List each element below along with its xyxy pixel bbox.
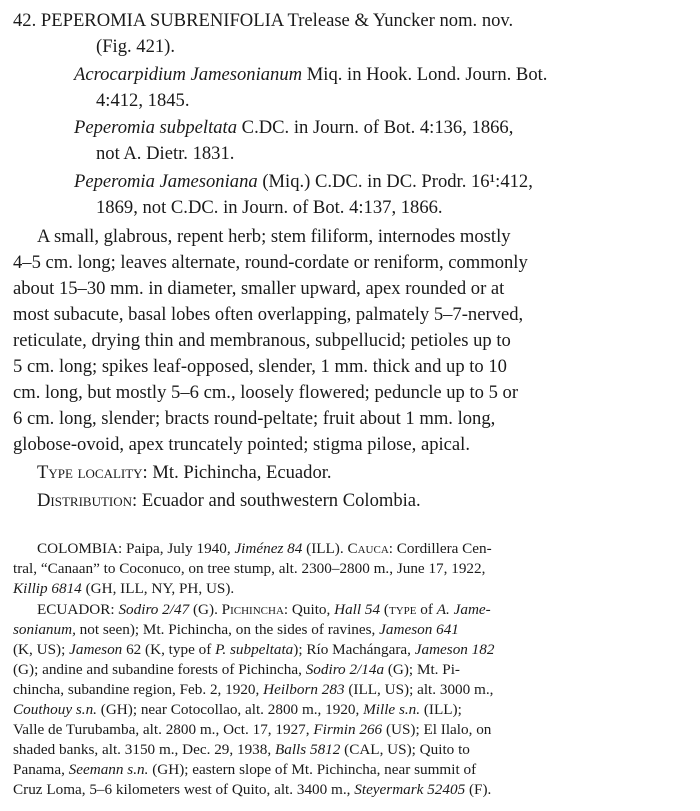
specimen-text: (ILL); — [420, 701, 462, 718]
distribution-value: Ecuador and southwestern Colombia. — [141, 490, 421, 511]
collector-number: Sodiro 2/47 — [118, 601, 190, 618]
synonym-1 — [74, 62, 547, 88]
figure-reference — [96, 34, 175, 60]
specimen-text: ( — [380, 601, 389, 618]
collector-number: Firmin 266 — [313, 721, 383, 738]
collector-name: Jameson — [69, 641, 123, 658]
synonym-2 — [74, 115, 513, 141]
synonym-3-cont — [96, 195, 443, 221]
description-line: 6 cm. long, slender; bracts round-peltate; fruit about 1 mm. long, — [13, 408, 496, 429]
specimen-text: (K, US); — [13, 641, 70, 658]
collector-number: Jameson 641 — [379, 621, 459, 638]
species-heading — [13, 8, 513, 34]
specimen-text: 62 (K, type of — [122, 641, 216, 658]
collector-number: Steyermark 52405 — [354, 781, 466, 798]
type-marker: type — [388, 601, 417, 618]
specimen-line — [37, 539, 492, 559]
taxon-name: P. subpeltata — [215, 641, 294, 658]
specimen-text: Panama, — [13, 761, 69, 778]
specimen-line — [13, 620, 459, 640]
specimen-text: ECUADOR: — [37, 601, 119, 618]
collector-number: Jiménez 84 — [234, 540, 303, 557]
specimen-text: ); Río Machángara, — [293, 641, 415, 658]
specimen-text: (F). — [465, 781, 492, 798]
taxon-name: A. Jame- — [436, 601, 491, 618]
synonym-3-name: Peperomia Jamesoniana — [74, 171, 258, 192]
specimen-text: (ILL). — [302, 540, 348, 557]
specimen-text: of — [416, 601, 437, 618]
specimen-text: (G); Mt. Pi- — [384, 661, 460, 678]
synonym-1-citation: Miq. in Hook. Lond. Journ. Bot. — [306, 64, 548, 85]
specimen-line — [13, 660, 460, 680]
description-line: A small, glabrous, repent herb; stem filiform, internodes mostly — [37, 226, 511, 247]
type-locality-label: Type locality: — [37, 462, 148, 483]
collector-number: Sodiro 2/14a — [305, 661, 385, 678]
specimen-line — [13, 720, 491, 740]
department-name: Cauca — [347, 540, 389, 557]
specimen-line — [37, 600, 491, 620]
synonym-2-name: Peperomia subpeltata — [74, 117, 238, 138]
province-name: Pichincha — [221, 601, 284, 618]
species-authority: Trelease & Yuncker nom. nov. — [287, 10, 514, 31]
specimen-line — [13, 780, 491, 800]
distribution — [37, 488, 421, 514]
specimen-text: : Quito, — [283, 601, 335, 618]
collector-number: Hall 54 — [334, 601, 381, 618]
synonym-3 — [74, 169, 533, 195]
specimen-text: (GH); near Cotocollao, alt. 2800 m., 1920, — [96, 701, 364, 718]
collector-number: Couthouy s.n. — [13, 701, 97, 718]
collector-number: Heilborn 283 — [263, 681, 345, 698]
collector-number: Killip 6814 — [13, 580, 82, 597]
collector-number: Jameson 182 — [414, 641, 495, 658]
specimen-text: not seen); Mt. Pichincha, on the sides of ravines, — [75, 621, 380, 638]
figure-reference-text: (Fig. 421). — [96, 36, 176, 57]
taxon-name: sonianum, — [13, 621, 76, 638]
specimen-text: (ILL, US); alt. 3000 m., — [344, 681, 494, 698]
specimen-text: (GH, ILL, NY, PH, US). — [81, 580, 235, 597]
specimen-text: chincha, subandine region, Feb. 2, 1920, — [13, 681, 264, 698]
synonym-1-cont — [96, 88, 190, 114]
specimen-text: tral, “Canaan” to Coconuco, on tree stump, alt. 2300–2800 m., June 17, 1922, — [13, 560, 486, 577]
description-line: globose-ovoid, apex truncately pointed; stigma pilose, apical. — [13, 434, 470, 455]
specimen-text: (US); El Ilalo, on — [382, 721, 492, 738]
description-line: reticulate, drying thin and membranous, subpellucid; petioles up to — [13, 330, 511, 351]
specimen-line — [13, 579, 234, 599]
description-line: 4–5 cm. long; leaves alternate, round-cordate or reniform, commonly — [13, 252, 528, 273]
description-line: most subacute, basal lobes often overlapping, palmately 5–7-nerved, — [13, 304, 524, 325]
collector-number: Seemann s.n. — [68, 761, 149, 778]
synonym-2-citation-cont: not A. Dietr. 1831. — [96, 143, 235, 164]
synonym-2-cont — [96, 141, 234, 167]
specimen-line — [13, 700, 462, 720]
specimen-text: shaded banks, alt. 3150 m., Dec. 29, 1938, — [13, 741, 275, 758]
description-line: cm. long, but mostly 5–6 cm., loosely flowered; peduncle up to 5 or — [13, 382, 519, 403]
specimen-line — [13, 760, 476, 780]
specimen-line — [13, 680, 493, 700]
synonym-2-citation: C.DC. in Journ. of Bot. 4:136, 1866, — [241, 117, 514, 138]
specimen-text: (GH); eastern slope of Mt. Pichincha, near summit of — [148, 761, 477, 778]
synonym-1-name: Acrocarpidium Jamesonianum — [74, 64, 303, 85]
specimen-text: (CAL, US); Quito to — [340, 741, 470, 758]
distribution-label: Distribution: — [37, 490, 138, 511]
specimen-line — [13, 640, 494, 660]
collector-number: Balls 5812 — [274, 741, 341, 758]
description-line: about 15–30 mm. in diameter, smaller upward, apex rounded or at — [13, 278, 505, 299]
type-locality-value: Mt. Pichincha, Ecuador. — [152, 462, 332, 483]
species-number: 42. — [13, 10, 37, 31]
synonym-3-citation: (Miq.) C.DC. in DC. Prodr. 16¹:412, — [262, 171, 533, 192]
synonym-3-citation-cont: 1869, not C.DC. in Journ. of Bot. 4:137, 1866. — [96, 197, 443, 218]
specimen-line — [13, 740, 470, 760]
collector-number: Mille s.n. — [363, 701, 421, 718]
specimen-text: Valle de Turubamba, alt. 2800 m., Oct. 17, 1927, — [13, 721, 314, 738]
specimen-text: : Cordillera Cen- — [388, 540, 492, 557]
type-locality — [37, 460, 332, 486]
description-line: 5 cm. long; spikes leaf-opposed, slender, 1 mm. thick and up to 10 — [13, 356, 507, 377]
specimen-text: (G). — [189, 601, 222, 618]
specimen-line — [13, 559, 485, 579]
species-name: PEPEROMIA SUBRENIFOLIA — [40, 10, 284, 31]
synonym-1-citation-cont: 4:412, 1845. — [96, 90, 190, 111]
specimen-text: COLOMBIA: Paipa, July 1940, — [37, 540, 235, 557]
specimen-text: (G); andine and subandine forests of Pichincha, — [13, 661, 306, 678]
specimen-text: Cruz Loma, 5–6 kilometers west of Quito, alt. 3400 m., — [13, 781, 355, 798]
